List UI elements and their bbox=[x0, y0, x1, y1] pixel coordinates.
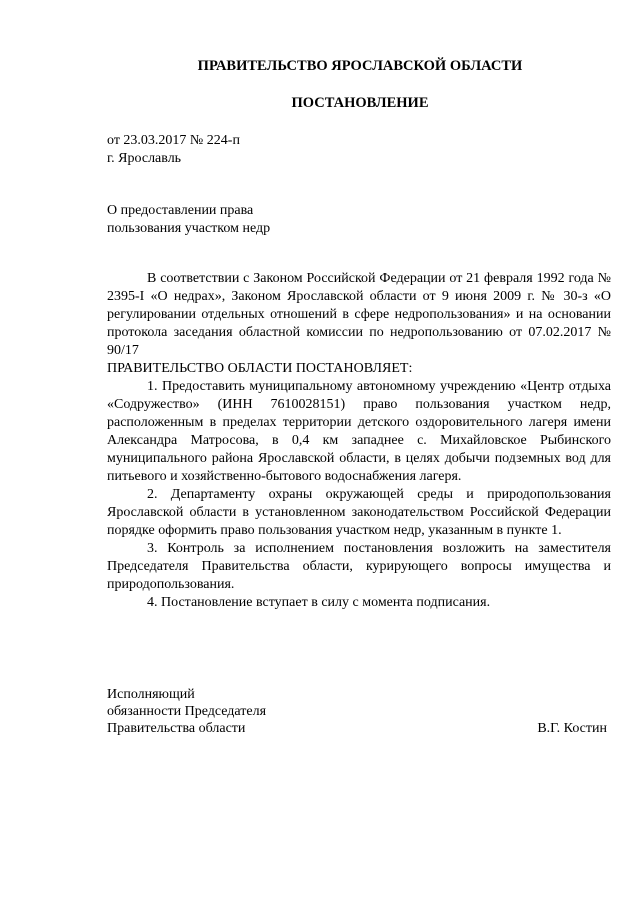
item-paragraph-1: 1. Предоставить муниципальному автономному учреждению «Центр отдыха «Содружество» (ИНН 7610028151) право пользования участком недр, расположенным в пределах территории детского оздоровительного лагеря имени Александра Матросова, в 0,4 км западнее с. Михайловское Рыбинского муниципального района Ярославской области, в целях добычи подземных вод для питьевого и хозяйственно-бытового водоснабжения лагеря. bbox=[107, 379, 611, 484]
subject-line-2: пользования участком недр bbox=[107, 221, 271, 236]
preamble-paragraph: В соответствии с Законом Российской Федерации от 21 февраля 1992 года № 2395-I «О недрах», Законом Ярославской области от 9 июня 2009 г. № 30-з «О регулировании отдельных отношений в сфере недропользования» и на основании протокола заседания областной комиссии по недропользованию от 07.02.2017 № 90/17 bbox=[107, 271, 611, 358]
signatory-role-line-3: Правительства области bbox=[107, 721, 246, 736]
date-number-line: от 23.03.2017 № 224-п bbox=[107, 133, 240, 148]
signatory-role-line-1: Исполняющий bbox=[107, 687, 195, 702]
signatory-role-line-2: обязанности Председателя bbox=[107, 704, 267, 719]
document-body bbox=[107, 270, 611, 612]
item-paragraph-3: 3. Контроль за исполнением постановления возложить на заместителя Председателя Правительства области, курирующего вопросы имущества и природопользования. bbox=[107, 541, 611, 592]
signatory-final-row bbox=[107, 720, 607, 737]
signatory-name: В.Г. Костин bbox=[537, 721, 607, 736]
city-line: г. Ярославль bbox=[107, 151, 182, 166]
document-type-title: ПОСТАНОВЛЕНИЕ bbox=[291, 95, 429, 111]
subject-line-1: О предоставлении права bbox=[107, 203, 254, 218]
item-paragraph-2: 2. Департаменту охраны окружающей среды и природопользования Ярославской области в установленном законодательством Российской Федерации порядке оформить право пользования участком недр, указанным в пункте 1. bbox=[107, 487, 611, 538]
signature-block bbox=[107, 686, 607, 737]
decree-heading: ПРАВИТЕЛЬСТВО ОБЛАСТИ ПОСТАНОВЛЯЕТ: bbox=[107, 361, 413, 376]
document-subject bbox=[107, 202, 270, 238]
government-title: ПРАВИТЕЛЬСТВО ЯРОСЛАВСКОЙ ОБЛАСТИ bbox=[197, 58, 523, 74]
item-paragraph-4: 4. Постановление вступает в силу с момента подписания. bbox=[147, 595, 491, 610]
